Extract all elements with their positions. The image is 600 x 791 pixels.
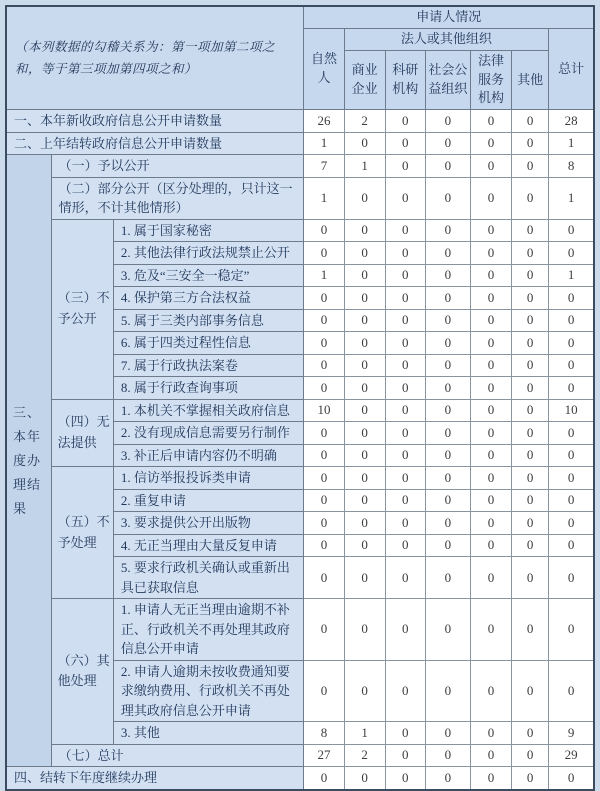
group-label-unable-to-provide: （四）无法提供 bbox=[51, 399, 113, 467]
data-cell: 0 bbox=[470, 534, 511, 557]
data-cell: 0 bbox=[549, 354, 594, 377]
data-cell: 0 bbox=[385, 177, 425, 219]
data-cell: 0 bbox=[304, 444, 344, 467]
data-cell: 0 bbox=[385, 132, 425, 155]
data-cell: 0 bbox=[425, 242, 470, 265]
row-label: 1. 本机关不掌握相关政府信息 bbox=[113, 399, 304, 422]
row-label: 3. 补正后申请内容仍不明确 bbox=[113, 444, 304, 467]
data-cell: 1 bbox=[549, 132, 594, 155]
table-row bbox=[6, 467, 594, 490]
row-label: 7. 属于行政执法案卷 bbox=[113, 354, 304, 377]
row-label: 四、结转下年度继续办理 bbox=[6, 767, 304, 790]
data-cell: 0 bbox=[385, 744, 425, 767]
data-cell: 7 bbox=[304, 155, 344, 178]
row-label: （一）予以公开 bbox=[51, 155, 304, 178]
table-row bbox=[6, 767, 594, 790]
row-label: （二）部分公开（区分处理的，只计这一情形，不计其他情形） bbox=[51, 177, 304, 219]
data-cell: 0 bbox=[304, 489, 344, 512]
data-cell: 0 bbox=[470, 354, 511, 377]
header-natural-person: 自然人 bbox=[304, 28, 344, 109]
data-cell: 0 bbox=[549, 332, 594, 355]
data-cell: 0 bbox=[425, 660, 470, 722]
data-cell: 0 bbox=[304, 377, 344, 400]
data-cell: 0 bbox=[385, 512, 425, 535]
data-cell: 1 bbox=[304, 177, 344, 219]
row-label: 4. 无正当理由大量反复申请 bbox=[113, 534, 304, 557]
data-cell: 0 bbox=[425, 287, 470, 310]
data-cell: 9 bbox=[549, 722, 594, 745]
header-legal-service-org: 法律服务机构 bbox=[470, 50, 511, 110]
note-text: （本列数据的勾稽关系为：第一项加第二项之和，等于第三项加第四项之和） bbox=[6, 6, 304, 110]
data-cell: 0 bbox=[549, 534, 594, 557]
data-cell: 0 bbox=[549, 599, 594, 661]
data-cell: 0 bbox=[425, 155, 470, 178]
data-cell: 0 bbox=[425, 422, 470, 445]
data-cell: 0 bbox=[344, 512, 385, 535]
data-cell: 0 bbox=[512, 264, 549, 287]
data-cell: 0 bbox=[425, 767, 470, 790]
data-cell: 0 bbox=[344, 599, 385, 661]
data-cell: 1 bbox=[304, 264, 344, 287]
data-cell: 0 bbox=[549, 512, 594, 535]
data-cell: 0 bbox=[512, 489, 549, 512]
data-cell: 0 bbox=[512, 242, 549, 265]
data-cell: 0 bbox=[304, 660, 344, 722]
data-cell: 26 bbox=[304, 110, 344, 133]
data-cell: 0 bbox=[470, 444, 511, 467]
row-label: （七）总计 bbox=[51, 744, 304, 767]
data-cell: 0 bbox=[344, 399, 385, 422]
data-cell: 0 bbox=[512, 110, 549, 133]
data-cell: 0 bbox=[470, 512, 511, 535]
data-cell: 0 bbox=[470, 422, 511, 445]
data-cell: 0 bbox=[344, 332, 385, 355]
data-cell: 0 bbox=[470, 177, 511, 219]
data-cell: 0 bbox=[344, 177, 385, 219]
data-cell: 0 bbox=[470, 377, 511, 400]
data-cell: 0 bbox=[549, 287, 594, 310]
group-label-not-processed: （五）不予处理 bbox=[51, 467, 113, 599]
table-row bbox=[6, 132, 594, 155]
data-cell: 0 bbox=[549, 557, 594, 599]
data-cell: 1 bbox=[549, 177, 594, 219]
data-cell: 0 bbox=[470, 744, 511, 767]
header-social-welfare-org: 社会公益组织 bbox=[425, 50, 470, 110]
data-cell: 0 bbox=[425, 399, 470, 422]
data-cell: 0 bbox=[304, 512, 344, 535]
row-label: 3. 要求提供公开出版物 bbox=[113, 512, 304, 535]
data-cell: 0 bbox=[344, 264, 385, 287]
data-cell: 0 bbox=[385, 722, 425, 745]
row-label: 一、本年新收政府信息公开申请数量 bbox=[6, 110, 304, 133]
row-label: 1. 信访举报投诉类申请 bbox=[113, 467, 304, 490]
data-cell: 0 bbox=[425, 489, 470, 512]
data-cell: 0 bbox=[512, 722, 549, 745]
row-label: 5. 属于三类内部事务信息 bbox=[113, 309, 304, 332]
data-cell: 0 bbox=[344, 287, 385, 310]
data-cell: 0 bbox=[385, 399, 425, 422]
data-cell: 28 bbox=[549, 110, 594, 133]
row-label: 2. 没有现成信息需要另行制作 bbox=[113, 422, 304, 445]
data-cell: 0 bbox=[425, 467, 470, 490]
data-cell: 0 bbox=[512, 660, 549, 722]
data-cell: 0 bbox=[385, 287, 425, 310]
data-cell: 0 bbox=[304, 767, 344, 790]
group-label-refuse-disclosure: （三）不予公开 bbox=[51, 219, 113, 399]
data-cell: 0 bbox=[470, 489, 511, 512]
table-row bbox=[6, 399, 594, 422]
data-cell: 0 bbox=[512, 557, 549, 599]
data-cell: 0 bbox=[425, 377, 470, 400]
data-cell: 0 bbox=[425, 444, 470, 467]
data-cell: 0 bbox=[470, 264, 511, 287]
row-label: 3. 其他 bbox=[113, 722, 304, 745]
header-legal-or-other-org: 法人或其他组织 bbox=[344, 28, 549, 50]
header-other: 其他 bbox=[512, 50, 549, 110]
group-label-other-handling: （六）其他处理 bbox=[51, 599, 113, 745]
data-cell: 0 bbox=[385, 264, 425, 287]
data-cell: 0 bbox=[304, 287, 344, 310]
data-cell: 0 bbox=[304, 332, 344, 355]
table-row bbox=[6, 177, 594, 219]
header-applicant-situation: 申请人情况 bbox=[304, 6, 594, 28]
table-row bbox=[6, 155, 594, 178]
data-cell: 29 bbox=[549, 744, 594, 767]
data-cell: 0 bbox=[512, 177, 549, 219]
data-cell: 0 bbox=[344, 422, 385, 445]
data-cell: 0 bbox=[470, 557, 511, 599]
data-cell: 0 bbox=[512, 132, 549, 155]
data-cell: 0 bbox=[470, 767, 511, 790]
data-cell: 0 bbox=[512, 512, 549, 535]
data-cell: 0 bbox=[512, 599, 549, 661]
data-cell: 0 bbox=[304, 534, 344, 557]
row-label: 1. 申请人无正当理由逾期不补正、行政机关不再处理其政府信息公开申请 bbox=[113, 599, 304, 661]
data-cell: 0 bbox=[425, 219, 470, 242]
data-cell: 0 bbox=[549, 489, 594, 512]
data-cell: 0 bbox=[425, 599, 470, 661]
data-cell: 0 bbox=[425, 722, 470, 745]
data-cell: 0 bbox=[425, 534, 470, 557]
data-cell: 0 bbox=[470, 599, 511, 661]
data-cell: 0 bbox=[470, 399, 511, 422]
data-cell: 0 bbox=[385, 489, 425, 512]
data-cell: 27 bbox=[304, 744, 344, 767]
data-cell: 1 bbox=[304, 132, 344, 155]
data-cell: 0 bbox=[549, 377, 594, 400]
data-cell: 0 bbox=[549, 309, 594, 332]
data-cell: 0 bbox=[385, 444, 425, 467]
data-cell: 0 bbox=[425, 177, 470, 219]
data-cell: 0 bbox=[549, 660, 594, 722]
header-total: 总计 bbox=[549, 28, 594, 109]
header-research-institution: 科研机构 bbox=[385, 50, 425, 110]
section-label-annual-results: 三、本年度办理结果 bbox=[6, 155, 51, 767]
data-cell: 0 bbox=[549, 467, 594, 490]
data-cell: 0 bbox=[304, 422, 344, 445]
data-cell: 0 bbox=[470, 110, 511, 133]
data-cell: 0 bbox=[425, 332, 470, 355]
data-cell: 0 bbox=[549, 422, 594, 445]
data-cell: 0 bbox=[470, 132, 511, 155]
data-cell: 0 bbox=[385, 155, 425, 178]
data-cell: 1 bbox=[549, 264, 594, 287]
data-cell: 0 bbox=[385, 377, 425, 400]
data-cell: 0 bbox=[512, 354, 549, 377]
data-cell: 2 bbox=[344, 744, 385, 767]
data-cell: 0 bbox=[344, 534, 385, 557]
table-row bbox=[6, 744, 594, 767]
data-cell: 0 bbox=[512, 309, 549, 332]
row-label: 4. 保护第三方合法权益 bbox=[113, 287, 304, 310]
row-label: 2. 申请人逾期未按收费通知要求缴纳费用、行政机关不再处理其政府信息公开申请 bbox=[113, 660, 304, 722]
data-cell: 8 bbox=[549, 155, 594, 178]
data-cell: 0 bbox=[512, 422, 549, 445]
data-cell: 0 bbox=[425, 264, 470, 287]
row-label: 二、上年结转政府信息公开申请数量 bbox=[6, 132, 304, 155]
data-cell: 0 bbox=[385, 534, 425, 557]
data-cell: 0 bbox=[549, 219, 594, 242]
data-cell: 0 bbox=[344, 242, 385, 265]
data-cell: 0 bbox=[512, 444, 549, 467]
data-cell: 1 bbox=[344, 155, 385, 178]
data-cell: 0 bbox=[425, 557, 470, 599]
data-cell: 0 bbox=[512, 219, 549, 242]
data-cell: 0 bbox=[304, 242, 344, 265]
data-cell: 0 bbox=[344, 132, 385, 155]
row-label: 2. 其他法律行政法规禁止公开 bbox=[113, 242, 304, 265]
data-cell: 0 bbox=[512, 767, 549, 790]
data-cell: 8 bbox=[304, 722, 344, 745]
data-cell: 0 bbox=[344, 354, 385, 377]
row-label: 8. 属于行政查询事项 bbox=[113, 377, 304, 400]
data-cell: 0 bbox=[470, 660, 511, 722]
data-cell: 0 bbox=[512, 399, 549, 422]
data-cell: 0 bbox=[425, 512, 470, 535]
data-cell: 0 bbox=[304, 354, 344, 377]
data-cell: 0 bbox=[344, 767, 385, 790]
data-cell: 0 bbox=[470, 332, 511, 355]
data-cell: 0 bbox=[512, 155, 549, 178]
data-cell: 0 bbox=[304, 467, 344, 490]
table-row bbox=[6, 219, 594, 242]
data-cell: 0 bbox=[385, 354, 425, 377]
data-cell: 0 bbox=[344, 489, 385, 512]
data-cell: 0 bbox=[425, 354, 470, 377]
data-cell: 0 bbox=[304, 219, 344, 242]
data-cell: 0 bbox=[385, 110, 425, 133]
disclosure-statistics-table bbox=[5, 5, 595, 791]
data-cell: 0 bbox=[344, 467, 385, 490]
row-label: 1. 属于国家秘密 bbox=[113, 219, 304, 242]
data-cell: 0 bbox=[470, 467, 511, 490]
data-cell: 0 bbox=[344, 377, 385, 400]
data-cell: 0 bbox=[385, 467, 425, 490]
data-cell: 2 bbox=[344, 110, 385, 133]
data-cell: 0 bbox=[304, 599, 344, 661]
data-cell: 1 bbox=[344, 722, 385, 745]
data-cell: 0 bbox=[344, 444, 385, 467]
data-cell: 0 bbox=[385, 309, 425, 332]
data-cell: 0 bbox=[549, 444, 594, 467]
data-cell: 0 bbox=[385, 767, 425, 790]
data-cell: 0 bbox=[385, 242, 425, 265]
data-cell: 0 bbox=[344, 309, 385, 332]
data-cell: 0 bbox=[425, 132, 470, 155]
data-cell: 0 bbox=[470, 219, 511, 242]
row-label: 3. 危及“三安全一稳定” bbox=[113, 264, 304, 287]
data-cell: 0 bbox=[470, 287, 511, 310]
data-cell: 0 bbox=[512, 377, 549, 400]
table-row bbox=[6, 110, 594, 133]
data-cell: 0 bbox=[304, 309, 344, 332]
data-cell: 0 bbox=[512, 467, 549, 490]
table-row bbox=[6, 599, 594, 661]
data-cell: 0 bbox=[425, 309, 470, 332]
data-cell: 0 bbox=[512, 287, 549, 310]
data-cell: 0 bbox=[385, 332, 425, 355]
data-cell: 0 bbox=[304, 557, 344, 599]
data-cell: 0 bbox=[425, 110, 470, 133]
data-cell: 0 bbox=[344, 660, 385, 722]
data-cell: 0 bbox=[344, 219, 385, 242]
data-cell: 0 bbox=[385, 660, 425, 722]
data-cell: 0 bbox=[425, 744, 470, 767]
data-cell: 0 bbox=[512, 534, 549, 557]
data-cell: 0 bbox=[470, 242, 511, 265]
data-cell: 10 bbox=[549, 399, 594, 422]
row-label: 5. 要求行政机关确认或重新出具已获取信息 bbox=[113, 557, 304, 599]
row-label: 6. 属于四类过程性信息 bbox=[113, 332, 304, 355]
data-cell: 0 bbox=[512, 332, 549, 355]
data-cell: 10 bbox=[304, 399, 344, 422]
data-cell: 0 bbox=[470, 722, 511, 745]
row-label: 2. 重复申请 bbox=[113, 489, 304, 512]
data-cell: 0 bbox=[385, 557, 425, 599]
data-cell: 0 bbox=[470, 155, 511, 178]
data-cell: 0 bbox=[512, 744, 549, 767]
data-cell: 0 bbox=[470, 309, 511, 332]
data-cell: 0 bbox=[385, 422, 425, 445]
data-cell: 0 bbox=[549, 242, 594, 265]
data-cell: 0 bbox=[385, 599, 425, 661]
header-commercial-enterprise: 商业企业 bbox=[344, 50, 385, 110]
data-cell: 0 bbox=[549, 767, 594, 790]
data-cell: 0 bbox=[385, 219, 425, 242]
data-cell: 0 bbox=[344, 557, 385, 599]
